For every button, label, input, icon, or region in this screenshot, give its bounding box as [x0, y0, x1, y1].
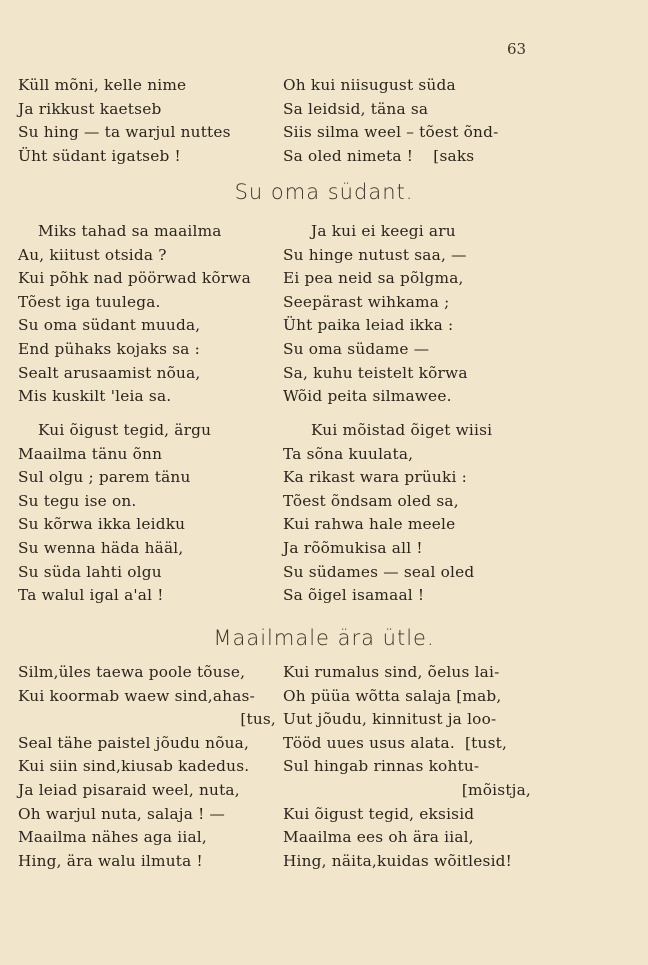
verse-line: Kui põhk nad pöörwad kõrwa: [18, 269, 251, 288]
verse-line: Kui siin sind,kiusab kadedus.: [18, 757, 250, 776]
verse-line: Silm,üles taewa poole tõuse,: [18, 663, 246, 681]
verse-line: Uut jõudu, kinnitust ja loo-: [283, 710, 497, 729]
verse-line: Su wenna häda hääl,: [18, 538, 184, 557]
verse-line: End pühaks kojaks sa :: [18, 339, 200, 358]
verse-line: Su südames — seal oled: [283, 562, 475, 581]
verse-line: Seal tähe paistel jõudu nõua,: [18, 733, 250, 752]
verse-line: Su oma südant muuda,: [18, 316, 201, 335]
top-stanza-left: [18, 74, 231, 168]
verse-line: Hing, ära walu ilmuta !: [18, 851, 203, 870]
verse-line: [mõistja,: [461, 780, 531, 799]
verse-line: Ja kui ei keegi aru: [311, 222, 456, 240]
poem1-stanza-3: [18, 419, 211, 608]
verse-line: Ja leiad pisaraid weel, nuta,: [18, 780, 240, 799]
verse-line: Su hinge nutust saa, —: [283, 245, 467, 264]
verse-line: Oh püüa wõtta salaja [mab,: [283, 686, 502, 705]
verse-line: Su tegu ise on.: [18, 491, 137, 510]
verse-line: Su oma südame —: [283, 339, 430, 358]
verse-line: Sa leidsid, täna sa: [283, 99, 429, 118]
verse-line: Oh warjul nuta, salaja ! —: [18, 804, 226, 823]
verse-line: Maailma nähes aga iial,: [18, 828, 207, 847]
verse-line: Tõest õndsam oled sa,: [283, 491, 459, 510]
verse-line: Tööd uues usus alata. [tust,: [283, 733, 508, 752]
verse-line: Üht südant igatseb !: [18, 146, 181, 165]
verse-line: Ta walul igal a'al !: [18, 586, 164, 605]
poem1-stanza-1: [18, 220, 251, 409]
verse-line: Maailma tänu õnn: [18, 444, 163, 463]
verse-line: Üht paika leiad ikka :: [283, 316, 454, 335]
verse-line: Ei pea neid sa põlgma,: [283, 269, 464, 288]
verse-line: Su süda lahti olgu: [18, 562, 162, 581]
verse-line: Sa oled nimeta ! [saks: [283, 146, 475, 165]
verse-line: Miks tahad sa maailma: [38, 222, 222, 240]
verse-line: Sa õigel isamaal !: [283, 586, 425, 605]
verse-line: Wõid peita silmawee.: [283, 387, 452, 406]
verse-line: Oh kui niisugust süda: [283, 76, 456, 94]
verse-line: Kui õigust tegid, ärgu: [38, 421, 212, 439]
verse-line: Su kõrwa ikka leidku: [18, 515, 186, 534]
poem-title: Su oma südant.: [234, 180, 414, 204]
verse-line: Kui rahwa hale meele: [283, 515, 456, 534]
verse-line: Au, kiitust otsida ?: [18, 245, 167, 264]
verse-line: Kui koormab waew sind,ahas-: [18, 686, 255, 705]
poem2-right: [283, 661, 531, 873]
verse-line: Sul olgu ; parem tänu: [18, 468, 191, 487]
verse-line: Ta sõna kuulata,: [283, 444, 414, 463]
verse-line: Ka rikast wara prüuki :: [283, 468, 467, 487]
verse-line: Tõest iga tuulega.: [18, 292, 161, 311]
verse-line: Kui õigust tegid, eksisid: [283, 804, 475, 823]
verse-line: Kui rumalus sind, õelus lai-: [283, 663, 500, 681]
verse-line: [tus,: [240, 710, 276, 729]
verse-line: Sa, kuhu teistelt kõrwa: [283, 363, 468, 382]
verse-line: Küll mõni, kelle nime: [18, 76, 187, 94]
verse-line: Hing, näita,kuidas wõitlesid!: [283, 851, 513, 870]
verse-line: Siis silma weel – tõest õnd-: [283, 123, 499, 142]
verse-line: Kui mõistad õiget wiisi: [311, 421, 493, 439]
verse-line: Ja rikkust kaetseb: [18, 99, 162, 118]
verse-line: Seepärast wihkama ;: [283, 292, 450, 311]
verse-line: Sealt arusaamist nõua,: [18, 363, 201, 382]
poem2-left: [18, 661, 276, 873]
poem-title: Maailmale ära ütle.: [213, 626, 435, 650]
verse-line: Mis kuskilt 'leia sa.: [18, 387, 172, 406]
verse-line: Ja rõõmukisa all !: [283, 538, 423, 557]
poem1-stanza-4: [283, 419, 492, 608]
poem1-stanza-2: [283, 220, 468, 409]
verse-line: Su hing — ta warjul nuttes: [18, 123, 231, 142]
verse-line: Sul hingab rinnas kohtu-: [283, 757, 480, 776]
top-stanza-right: [283, 74, 498, 168]
verse-line: Maailma ees oh ära iial,: [283, 828, 474, 847]
page-number: 63: [507, 40, 527, 58]
